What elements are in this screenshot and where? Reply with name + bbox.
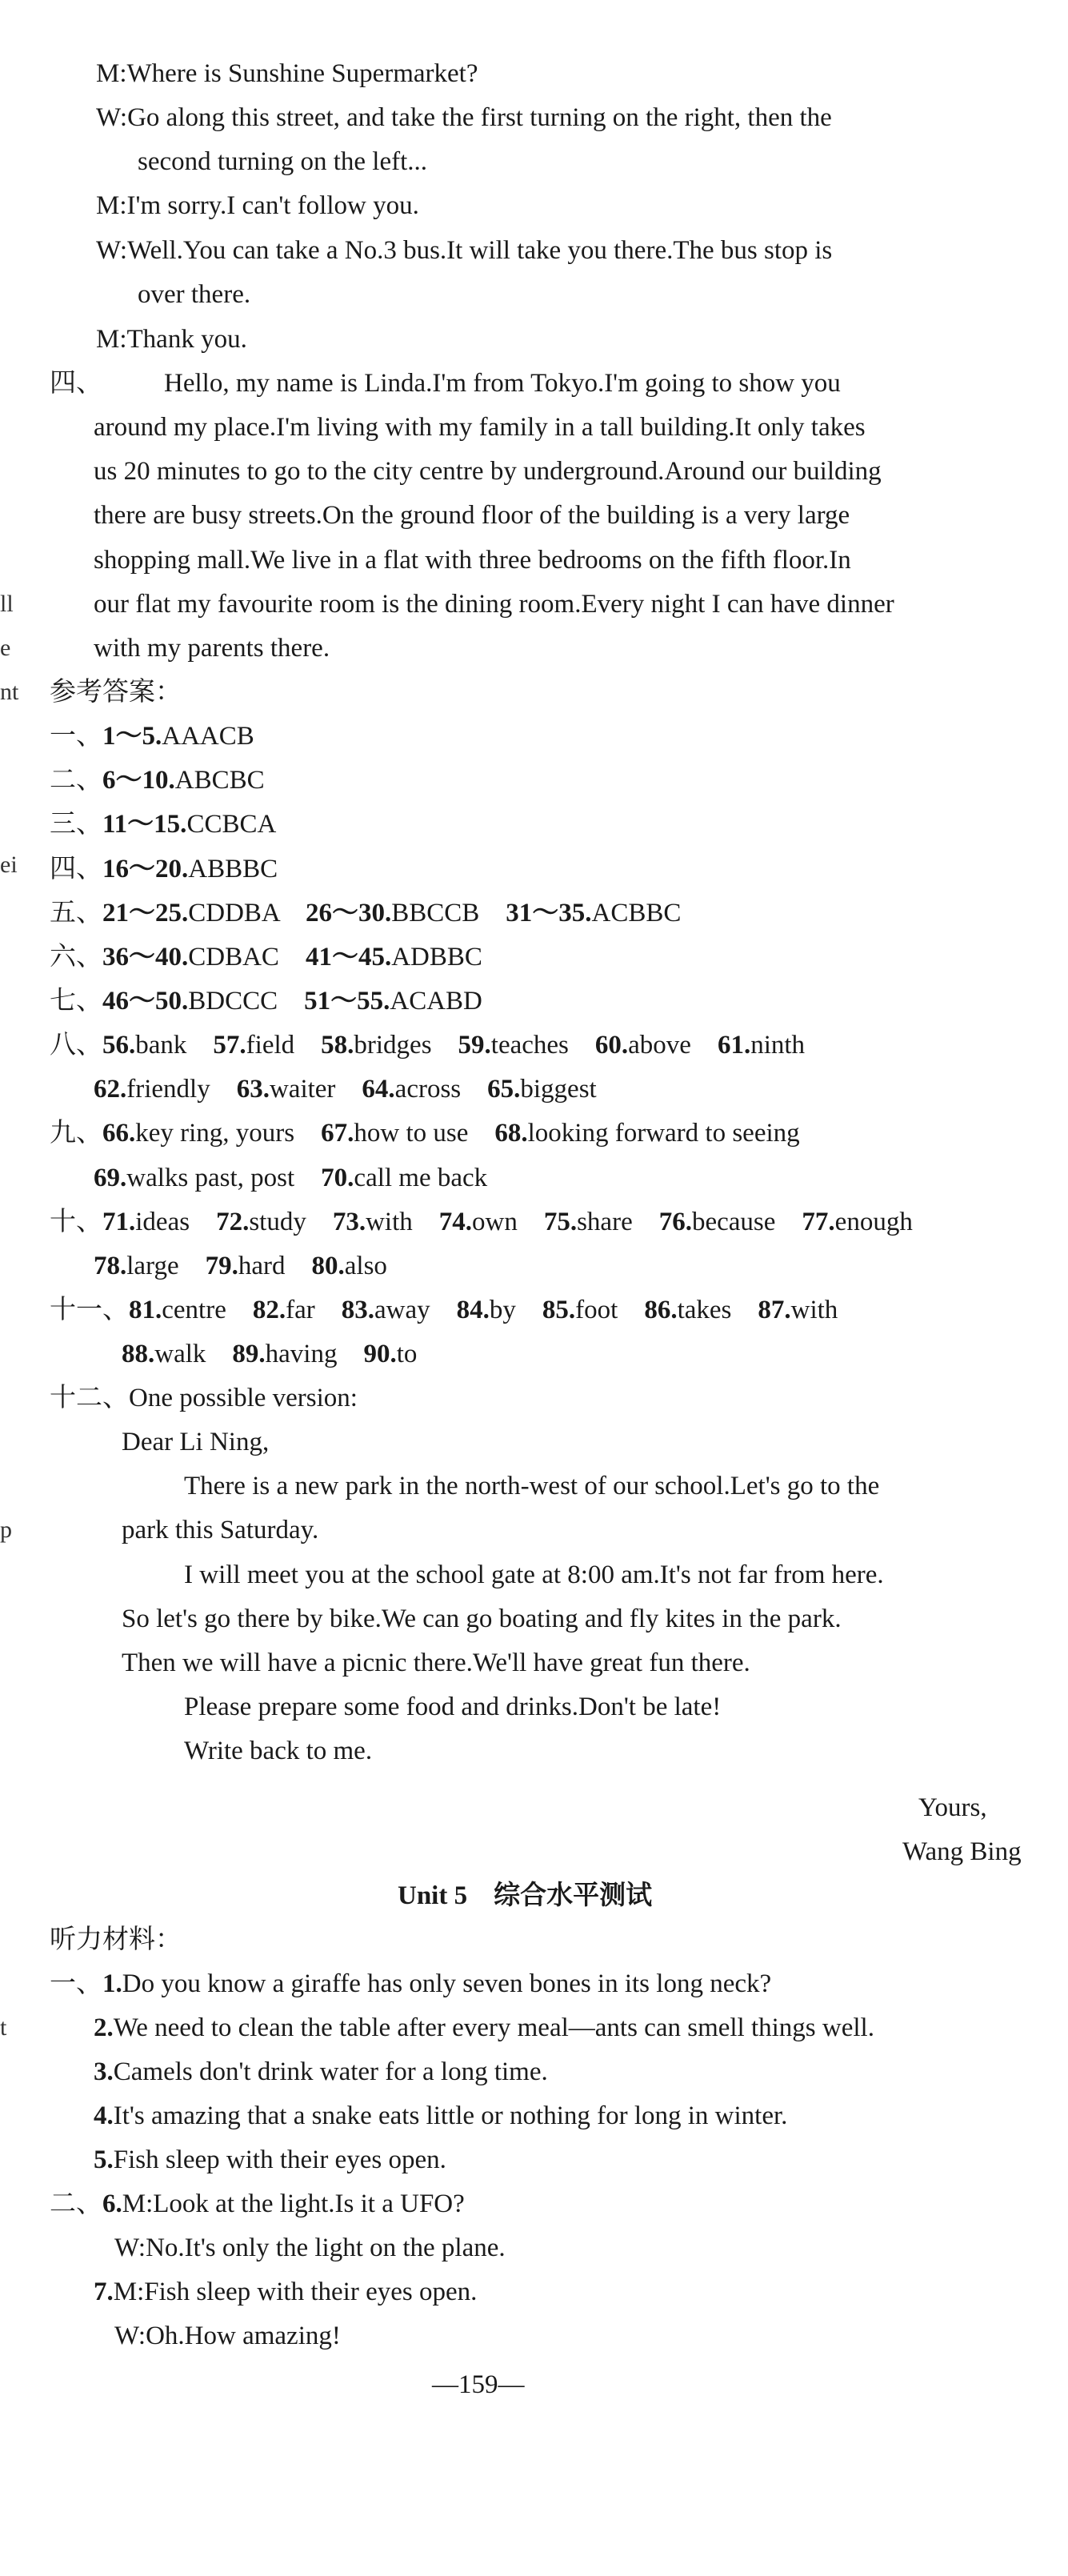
edge-fragment: p <box>0 1516 12 1543</box>
answer-row: 一、1～5.AAACB <box>50 722 254 751</box>
listening-item: 7.M:Fish sleep with their eyes open. <box>94 2278 478 2306</box>
answer-row: 78.large 79.hard 80.also <box>94 1252 387 1280</box>
answer-row: 二、6～10.ABCBC <box>50 766 265 795</box>
answers-heading: 参考答案： <box>50 678 182 707</box>
answer-row: 五、21～25.CDDBA 26～30.BBCCB 31～35.ACBBC <box>50 899 682 927</box>
letter-line: I will meet you at the school gate at 8:00 am.It's not far from here. <box>184 1560 884 1589</box>
answer-row: 十一、81.centre 82.far 83.away 84.by 85.foot 86.takes 87.with <box>50 1296 838 1324</box>
passage-line: shopping mall.We live in a flat with three bedrooms on the fifth floor.In <box>94 546 851 575</box>
listening-item: W:No.It's only the light on the plane. <box>114 2233 506 2262</box>
answer-row: 八、56.bank 57.field 58.bridges 59.teaches 60.above 61.ninth <box>50 1031 806 1060</box>
letter-salutation: Dear Li Ning, <box>122 1428 270 1456</box>
edge-fragment: ll <box>0 591 14 617</box>
page-number: —159— <box>432 2370 525 2399</box>
listening-item: 5.Fish sleep with their eyes open. <box>94 2145 446 2174</box>
dialog-line: M:I'm sorry.I can't follow you. <box>96 191 419 220</box>
letter-line: park this Saturday. <box>122 1516 319 1544</box>
dialog-line: M:Where is Sunshine Supermarket? <box>96 59 478 88</box>
letter-line: Please prepare some food and drinks.Don't be late! <box>184 1693 722 1721</box>
edge-fragment: t <box>0 2014 7 2041</box>
answer-row: 十、71.ideas 72.study 73.with 74.own 75.share 76.because 77.enough <box>50 1208 913 1236</box>
dialog-line: over there. <box>138 280 251 309</box>
dialog-line: second turning on the left... <box>138 147 428 176</box>
answer-row: 九、66.key ring, yours 67.how to use 68.looking forward to seeing <box>50 1119 800 1148</box>
answer-row: 88.walk 89.having 90.to <box>122 1340 418 1368</box>
dialog-line: W:Go along this street, and take the first turning on the right, then the <box>96 103 832 132</box>
answer-row: 三、11～15.CCBCA <box>50 810 277 839</box>
dialog-line: M:Thank you. <box>96 325 247 354</box>
letter-line: Then we will have a picnic there.We'll have great fun there. <box>122 1649 750 1677</box>
dialog-line: W:Well.You can take a No.3 bus.It will take you there.The bus stop is <box>96 236 833 265</box>
letter-line: There is a new park in the north-west of our school.Let's go to the <box>184 1472 880 1500</box>
edge-fragment: ei <box>0 851 18 878</box>
passage-line: around my place.I'm living with my family in a tall building.It only takes <box>94 413 866 442</box>
answer-row: 六、36～40.CDBAC 41～45.ADBBC <box>50 943 482 972</box>
passage-line: there are busy streets.On the ground floor of the building is a very large <box>94 501 850 530</box>
letter-line: So let's go there by bike.We can go boating and fly kites in the park. <box>122 1604 842 1633</box>
edge-fragment: e <box>0 635 11 661</box>
passage-line: with my parents there. <box>94 634 330 663</box>
listening-item: 4.It's amazing that a snake eats little or nothing for long in winter. <box>94 2101 788 2130</box>
listening-item: 2.We need to clean the table after every meal—ants can smell things well. <box>94 2013 874 2042</box>
letter-signature: Wang Bing <box>902 1837 1022 1866</box>
passage-line: Hello, my name is Linda.I'm from Tokyo.I'm going to show you <box>164 369 841 398</box>
passage-line: us 20 minutes to go to the city centre by underground.Around our building <box>94 457 882 486</box>
answer-row: 62.friendly 63.waiter 64.across 65.biggest <box>94 1075 597 1104</box>
letter-closing: Yours, <box>918 1793 987 1822</box>
listening-item: 二、6.M:Look at the light.Is it a UFO? <box>50 2189 465 2218</box>
letter-line: Write back to me. <box>184 1737 373 1765</box>
listening-item: 3.Camels don't drink water for a long time. <box>94 2057 548 2086</box>
listening-heading: 听力材料： <box>50 1925 182 1954</box>
answer-row: 十二、One possible version: <box>50 1384 358 1412</box>
listening-item: 一、1.Do you know a giraffe has only seven bones in its long neck? <box>50 1969 772 1998</box>
answer-row: 69.walks past, post 70.call me back <box>94 1164 488 1192</box>
passage-line: our flat my favourite room is the dining room.Every night I can have dinner <box>94 590 894 619</box>
answer-row: 四、16～20.ABBBC <box>50 855 278 883</box>
section-label: 四、 <box>50 369 102 398</box>
unit-title: Unit 5 综合水平测试 <box>398 1881 653 1910</box>
edge-fragment: nt <box>0 679 19 705</box>
listening-item: W:Oh.How amazing! <box>114 2322 341 2350</box>
answer-row: 七、46～50.BDCCC 51～55.ACABD <box>50 987 482 1016</box>
